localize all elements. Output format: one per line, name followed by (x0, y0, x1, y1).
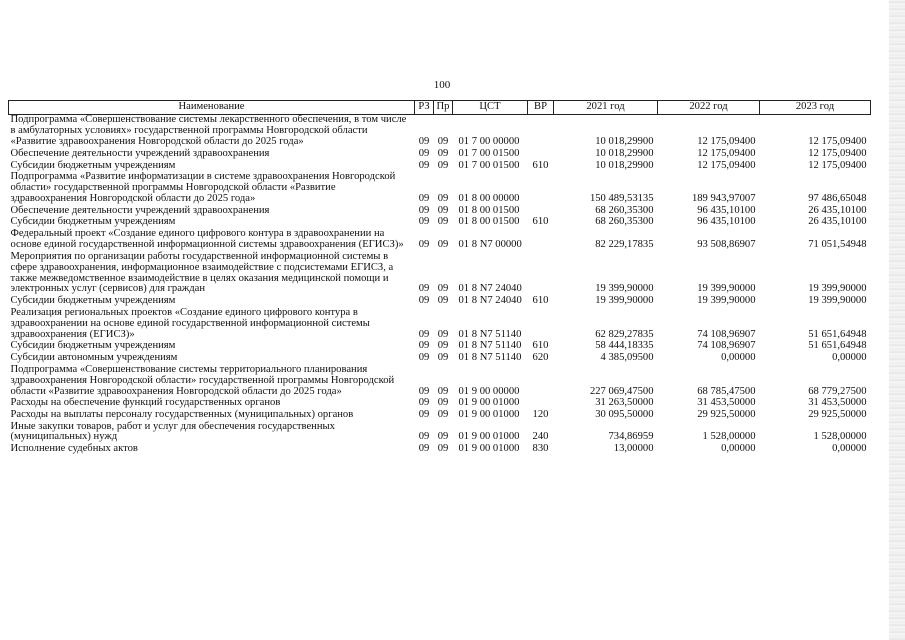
row-value-2021: 68 260,35300 (595, 204, 654, 216)
row-value-2022: 74 108,96907 (697, 328, 756, 340)
row-pr: 09 (437, 283, 449, 295)
row-pr: 09 (437, 431, 449, 443)
row-value-2023: 1 528,00000 (813, 431, 867, 443)
table-row (9, 172, 871, 206)
row-value-2023: 97 486,65048 (808, 193, 867, 205)
scan-edge-decoration (889, 0, 905, 640)
row-value-2022: 189 943,97007 (691, 193, 756, 205)
table-header-row (9, 101, 871, 115)
table-row (9, 421, 871, 444)
row-name: Исполнение судебных актов (10, 443, 138, 455)
table-row (9, 364, 871, 398)
row-vr: 610 (532, 216, 549, 228)
row-rz: 09 (418, 147, 430, 159)
row-vr: 620 (532, 352, 549, 364)
row-value-2023: 31 453,50000 (808, 397, 867, 409)
budget-table (8, 100, 871, 455)
row-value-2022: 93 508,86907 (697, 239, 756, 251)
row-cst: 01 9 00 00000 (458, 385, 520, 397)
row-value-2022: 19 399,90000 (697, 295, 756, 307)
row-vr: 240 (532, 431, 549, 443)
header-cst: ЦСТ (453, 101, 528, 115)
row-name: Обеспечение деятельности учреждений здравоохранения (10, 204, 270, 216)
row-value-2023: 19 399,90000 (808, 283, 867, 295)
row-vr (528, 149, 554, 161)
row-vr (528, 251, 554, 295)
row-name: Субсидии автономным учреждениям (10, 352, 178, 364)
table-body (9, 115, 871, 456)
table-row (9, 307, 871, 341)
row-name: Подпрограмма «Развитие информатизации в системе здравоохранения Новгородской области» государственной программы Новгородской области «Развитие здравоохранения Новгородской области до 2025 года» (10, 171, 396, 205)
row-value-2021: 30 095,50000 (595, 408, 654, 420)
row-rz: 09 (418, 193, 430, 205)
row-cst: 01 9 00 01000 (458, 408, 520, 420)
row-rz: 09 (418, 216, 430, 228)
row-value-2023: 51 651,64948 (808, 328, 867, 340)
row-vr (528, 172, 554, 206)
row-name: Федеральный проект «Создание единого цифрового контура в здравоохранении на основе единой государственной информационной системы здравоохранения (ЕГИСЗ)» (10, 228, 404, 251)
row-value-2022: 12 175,09400 (697, 147, 756, 159)
page-number: 100 (433, 79, 451, 91)
row-rz: 09 (418, 283, 430, 295)
row-pr: 09 (437, 193, 449, 205)
row-cst: 01 8 00 01500 (458, 216, 520, 228)
row-pr: 09 (437, 147, 449, 159)
row-vr (528, 229, 554, 252)
row-value-2022: 29 925,50000 (697, 408, 756, 420)
row-name: Расходы на обеспечение функций государственных органов (10, 397, 281, 409)
row-value-2023: 68 779,27500 (808, 385, 867, 397)
row-pr: 09 (437, 340, 449, 352)
row-value-2022: 96 435,10100 (697, 204, 756, 216)
row-pr: 09 (437, 239, 449, 251)
row-vr: 120 (532, 408, 549, 420)
row-pr: 09 (437, 295, 449, 307)
table-row (9, 341, 871, 353)
row-value-2022: 19 399,90000 (697, 283, 756, 295)
table-row (9, 444, 871, 456)
table-row (9, 160, 871, 172)
row-rz: 09 (418, 352, 430, 364)
row-value-2022: 31 453,50000 (697, 397, 756, 409)
row-rz: 09 (418, 239, 430, 251)
row-name: Обеспечение деятельности учреждений здравоохранения (10, 147, 270, 159)
row-value-2023: 26 435,10100 (808, 216, 867, 228)
row-name: Субсидии бюджетным учреждениям (10, 295, 176, 307)
row-cst: 01 8 N7 51140 (458, 340, 522, 352)
row-value-2023: 71 051,54948 (808, 239, 867, 251)
row-vr (528, 398, 554, 410)
row-cst: 01 8 00 00000 (458, 193, 520, 205)
table-row (9, 410, 871, 422)
row-value-2022: 1 528,00000 (702, 431, 756, 443)
row-value-2021: 19 399,90000 (595, 295, 654, 307)
row-rz: 09 (418, 204, 430, 216)
table-row (9, 205, 871, 217)
table-row (9, 229, 871, 252)
row-value-2023: 12 175,09400 (808, 136, 867, 148)
table-row (9, 149, 871, 161)
row-vr: 610 (532, 340, 549, 352)
row-cst: 01 8 N7 51140 (458, 352, 522, 364)
row-value-2023: 0,00000 (832, 443, 867, 455)
row-value-2022: 12 175,09400 (697, 159, 756, 171)
row-value-2022: 0,00000 (721, 352, 756, 364)
table-row (9, 217, 871, 229)
row-name: Расходы на выплаты персоналу государственных (муниципальных) органов (10, 408, 354, 420)
row-value-2021: 62 829,27835 (595, 328, 654, 340)
row-vr: 610 (532, 295, 549, 307)
header-rz: РЗ (415, 101, 434, 115)
row-value-2022: 68 785,47500 (697, 385, 756, 397)
row-value-2022: 96 435,10100 (697, 216, 756, 228)
row-name: Подпрограмма «Совершенствование системы территориального планирования здравоохранения Новгородской области» государственной программы Новгородской области «Развитие здравоохранения Новгородской области до 2025 года» (10, 363, 395, 397)
header-pr: Пр (434, 101, 453, 115)
row-cst: 01 9 00 01000 (458, 431, 520, 443)
row-name: Мероприятия по организации работы государственной информационной системы в сфере здравоохранения, информационное взаимодействие с подсистемами ЕГИСЗ, а также межведомственное взаимодействие в целях оказания медицинской помощи и электронных услуг (сервисов) для граждан (10, 250, 394, 295)
table-row (9, 115, 871, 149)
row-value-2021: 10 018,29900 (595, 159, 654, 171)
row-value-2021: 10 018,29900 (595, 147, 654, 159)
header-2022: 2022 год (658, 101, 760, 115)
row-vr (528, 307, 554, 341)
row-rz: 09 (418, 385, 430, 397)
row-rz: 09 (418, 397, 430, 409)
row-rz: 09 (418, 328, 430, 340)
row-pr: 09 (437, 328, 449, 340)
row-name: Субсидии бюджетным учреждениям (10, 216, 176, 228)
row-value-2023: 12 175,09400 (808, 147, 867, 159)
row-value-2021: 58 444,18335 (595, 340, 654, 352)
row-cst: 01 8 00 01500 (458, 204, 520, 216)
row-pr: 09 (437, 159, 449, 171)
row-name: Реализация региональных проектов «Создание единого цифрового контура в здравоохранении на основе единой государственной информационной системы здравоохранения (ЕГИСЗ)» (10, 306, 370, 340)
row-name: Иные закупки товаров, работ и услуг для обеспечения государственных (муниципальных) нужд (10, 420, 335, 443)
row-cst: 01 8 N7 51140 (458, 328, 522, 340)
row-rz: 09 (418, 136, 430, 148)
header-name: Наименование (9, 101, 415, 115)
row-pr: 09 (437, 136, 449, 148)
row-rz: 09 (418, 295, 430, 307)
row-value-2021: 68 260,35300 (595, 216, 654, 228)
header-vr: ВР (528, 101, 554, 115)
row-pr: 09 (437, 216, 449, 228)
row-value-2021: 13,00000 (613, 443, 654, 455)
table-row (9, 251, 871, 295)
header-2023: 2023 год (760, 101, 871, 115)
row-value-2022: 12 175,09400 (697, 136, 756, 148)
row-value-2023: 12 175,09400 (808, 159, 867, 171)
row-vr: 830 (532, 443, 549, 455)
row-name: Подпрограмма «Совершенствование системы лекарственного обеспечения, в том числе в амбулаторных условиях» государственной программы Новгородской области «Развитие здравоохранения Новгородской области до 2025 года» (10, 114, 407, 148)
header-2021: 2021 год (554, 101, 658, 115)
row-value-2021: 31 263,50000 (595, 397, 654, 409)
row-cst: 01 7 00 01500 (458, 147, 520, 159)
row-cst: 01 9 00 01000 (458, 443, 520, 455)
table-row (9, 353, 871, 365)
row-name: Субсидии бюджетным учреждениям (10, 159, 176, 171)
row-pr: 09 (437, 385, 449, 397)
row-value-2023: 51 651,64948 (808, 340, 867, 352)
row-rz: 09 (418, 443, 430, 455)
row-value-2021: 82 229,17835 (595, 239, 654, 251)
row-vr (528, 115, 554, 149)
row-value-2021: 734,86959 (608, 431, 654, 443)
row-pr: 09 (437, 204, 449, 216)
row-pr: 09 (437, 397, 449, 409)
row-rz: 09 (418, 159, 430, 171)
row-cst: 01 8 N7 00000 (458, 239, 522, 251)
row-value-2021: 10 018,29900 (595, 136, 654, 148)
row-value-2022: 74 108,96907 (697, 340, 756, 352)
row-pr: 09 (437, 443, 449, 455)
row-value-2022: 0,00000 (721, 443, 756, 455)
row-value-2023: 19 399,90000 (808, 295, 867, 307)
row-value-2023: 0,00000 (832, 352, 867, 364)
row-rz: 09 (418, 431, 430, 443)
row-vr (528, 364, 554, 398)
row-value-2023: 26 435,10100 (808, 204, 867, 216)
row-pr: 09 (437, 408, 449, 420)
table-row (9, 398, 871, 410)
row-pr: 09 (437, 352, 449, 364)
row-value-2023: 29 925,50000 (808, 408, 867, 420)
row-value-2021: 19 399,90000 (595, 283, 654, 295)
table-row (9, 296, 871, 308)
row-cst: 01 7 00 01500 (458, 159, 520, 171)
row-rz: 09 (418, 340, 430, 352)
row-cst: 01 8 N7 24040 (458, 283, 522, 295)
row-name: Субсидии бюджетным учреждениям (10, 340, 176, 352)
row-vr: 610 (532, 159, 549, 171)
row-value-2021: 4 385,09500 (600, 352, 654, 364)
row-cst: 01 8 N7 24040 (458, 295, 522, 307)
row-vr (528, 205, 554, 217)
row-cst: 01 7 00 00000 (458, 136, 520, 148)
row-cst: 01 9 00 01000 (458, 397, 520, 409)
row-rz: 09 (418, 408, 430, 420)
row-value-2021: 150 489,53135 (589, 193, 654, 205)
row-value-2021: 227 069,47500 (589, 385, 654, 397)
